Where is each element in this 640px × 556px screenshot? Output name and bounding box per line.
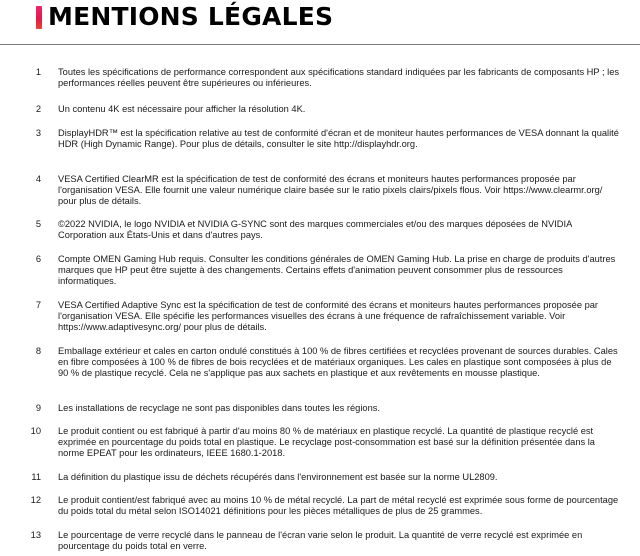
- legal-note-6: [0, 254, 640, 288]
- page-title: MENTIONS LÉGALES: [48, 2, 334, 31]
- legal-note-3: [0, 128, 640, 150]
- legal-note-10: [0, 426, 640, 460]
- note-text: VESA Certified Adaptive Sync est la spécification de test de conformité des écrans et moniteurs hautes performances proposée par l'organisation VESA. Elle spécifie les performances visuelles des écrans à une fréquence de rafraîchissement variable. Voir https://www.adaptivesync.org/ pour plus de détails.: [58, 300, 599, 333]
- note-text: Le produit contient/est fabriqué avec au moins 10 % de métal recyclé. La part de métal recyclé est exprimée sous forme de pourcentage du poids total du métal selon ISO14021 définitions pour les pièces métalliques de plus de 25 grammes.: [58, 495, 619, 517]
- note-number: 10: [30, 426, 41, 436]
- legal-note-4: [0, 174, 640, 208]
- legal-note-7: [0, 300, 640, 334]
- legal-note-12: [0, 495, 640, 517]
- note-text: DisplayHDR™ est la spécification relative au test de conformité d'écran et de moniteur hautes performances de VESA donnant la qualité HDR (High Dynamic Range). Pour plus de détails, consulter le site http://displayhdr.org.: [58, 128, 619, 150]
- note-text: ©2022 NVIDIA, le logo NVIDIA et NVIDIA G-SYNC sont des marques commerciales et/ou des marques déposées de NVIDIA Corporation aux États-Unis et dans d'autres pays.: [58, 219, 572, 241]
- note-text: Compte OMEN Gaming Hub requis. Consulter les conditions générales de OMEN Gaming Hub. La prise en charge de produits d'autres marques que HP peut être sujette à des changements. Certains effets d'animation peuvent consommer plus de ressources informatiques.: [58, 254, 616, 287]
- header-divider: [0, 44, 640, 45]
- legal-note-8: [0, 346, 640, 380]
- note-text: La définition du plastique issu de déchets récupérés dans l'environnement est basée sur la norme UL2809.: [58, 472, 498, 482]
- note-text: Les installations de recyclage ne sont pas disponibles dans toutes les régions.: [58, 403, 380, 413]
- note-number: 9: [35, 403, 41, 413]
- note-number: 7: [35, 300, 41, 310]
- page-header: [0, 0, 640, 44]
- note-number: 12: [30, 495, 41, 505]
- note-text: Le produit contient ou est fabriqué à partir d'au moins 80 % de matériaux en plastique recyclé. La quantité de plastique recyclé est exprimée en pourcentage du poids total en plastique. Le recyclage post-consommation est basé sur la définition présentée dans la norme EPEAT pour les ordinateurs, IEEE 1680.1-2018.: [58, 426, 595, 459]
- note-number: 3: [35, 128, 41, 138]
- note-number: 1: [35, 67, 41, 77]
- note-text: Un contenu 4K est nécessaire pour afficher la résolution 4K.: [58, 104, 306, 114]
- note-number: 13: [30, 530, 41, 540]
- note-number: 2: [35, 104, 41, 114]
- note-number: 4: [35, 174, 41, 184]
- note-text: Emballage extérieur et cales en carton ondulé constitués à 100 % de fibres certifiées et recyclées provenant de sources durables. Cales en fibre composées à 100 % de fibres de bois recyclées et de matériaux organiques. Les cales en plastique sont composées à plus de 90 % de plastique recyclé. Cela ne s'applique pas aux sachets en plastique et aux revêtements en mousse plastique.: [58, 346, 618, 379]
- legal-note-1: [0, 67, 640, 89]
- legal-note-11: [0, 472, 518, 483]
- note-text: VESA Certified ClearMR est la spécification de test de conformité des écrans et moniteurs hautes performances proposée par l'organisation VESA. Elle fournit une valeur numérique claire basée sur le ratio pixels clairs/pixels flous. Voir https://www.clearmr.org/ pour plus de détails.: [58, 174, 603, 207]
- legal-note-2: [0, 104, 325, 115]
- legal-note-13: [0, 530, 640, 552]
- note-number: 8: [35, 346, 41, 356]
- legal-note-5: [0, 219, 640, 241]
- legal-note-9: [0, 403, 400, 414]
- note-number: 5: [35, 219, 41, 229]
- note-text: Le pourcentage de verre recyclé dans le panneau de l'écran varie selon le produit. La quantité de verre recyclé est exprimée en pourcentage du poids total en verre.: [58, 530, 583, 552]
- note-text: Toutes les spécifications de performance correspondent aux spécifications standard indiquées par les fabricants de composants HP ; les performances réelles peuvent être supérieures ou inférieures.: [58, 67, 620, 89]
- title-accent-bar: [36, 6, 42, 29]
- note-number: 6: [35, 254, 41, 264]
- note-number: 11: [31, 472, 41, 482]
